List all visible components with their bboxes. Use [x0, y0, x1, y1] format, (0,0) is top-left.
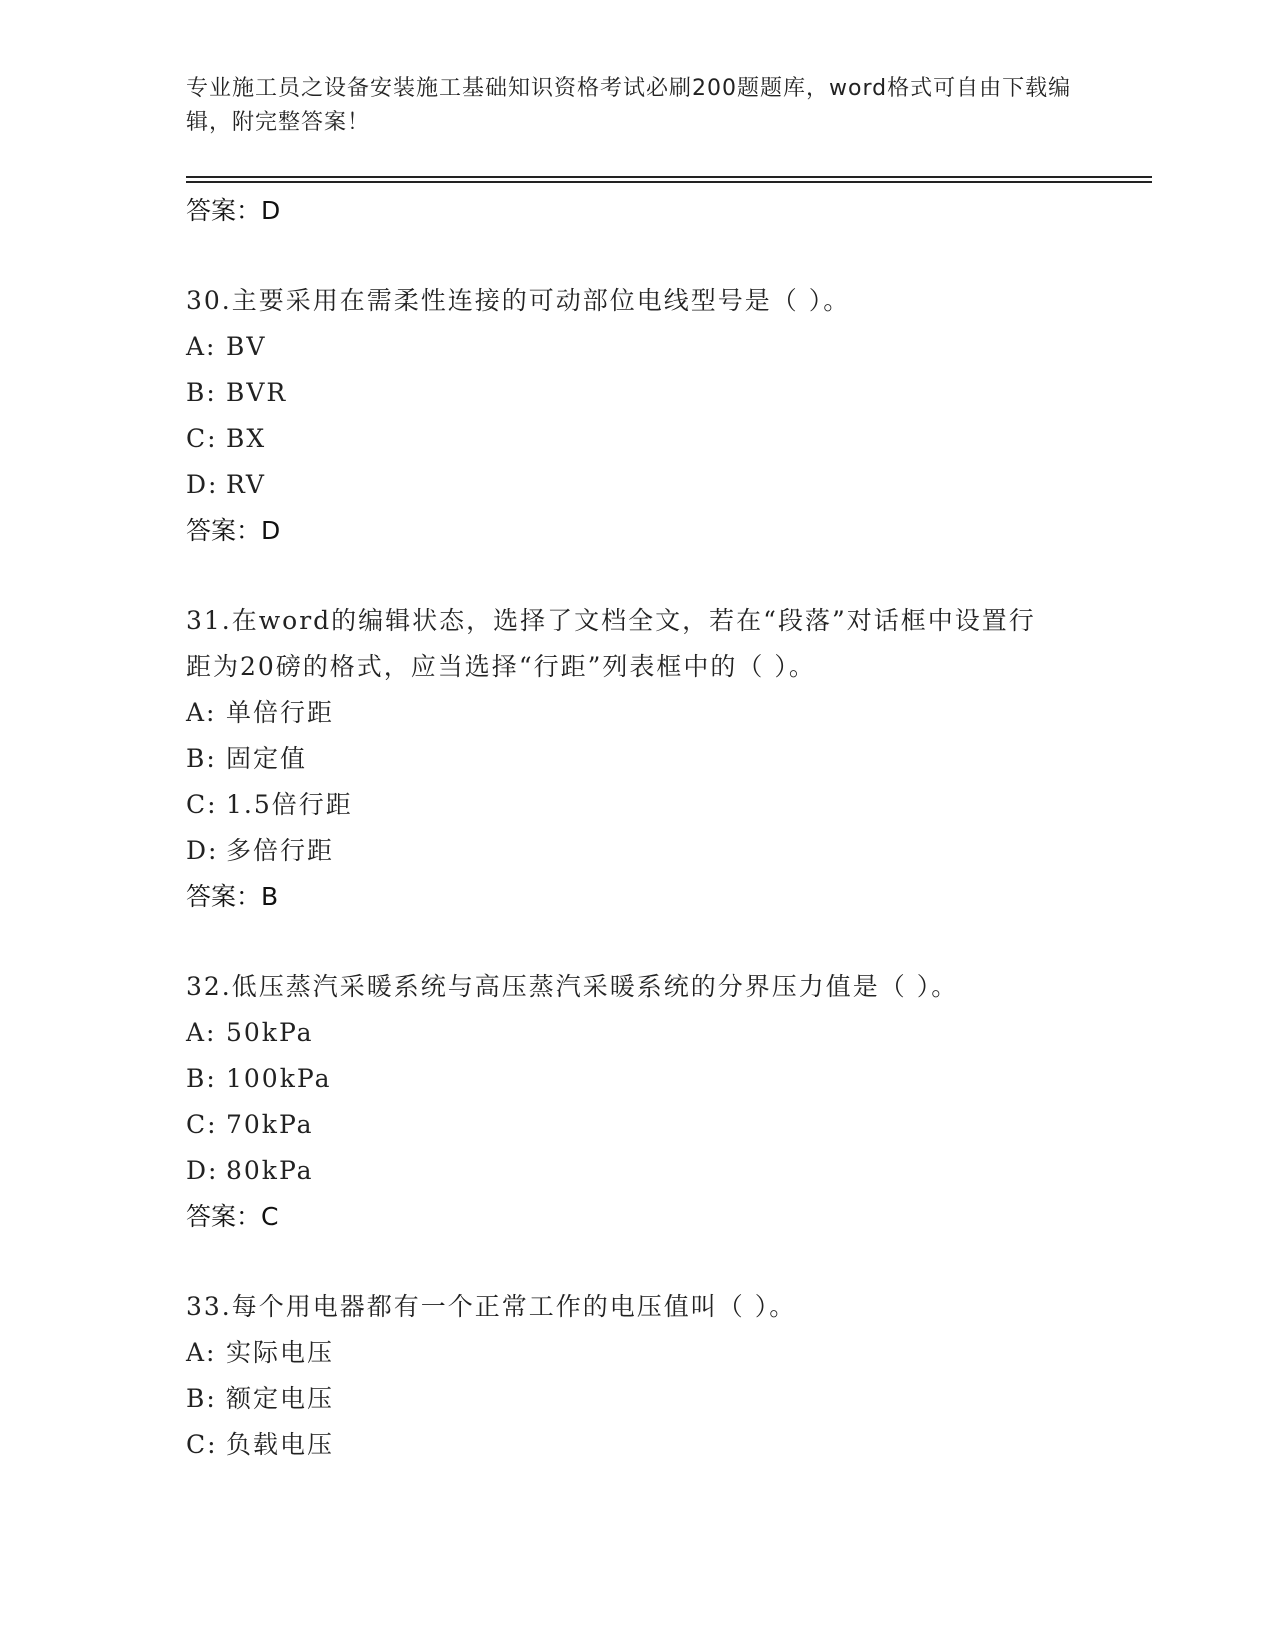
question-text: 32.低压蒸汽采暖系统与高压蒸汽采暖系统的分界压力值是（ ）。	[186, 972, 959, 1001]
option-text: 固定值	[226, 744, 308, 773]
question-list	[186, 188, 1152, 1468]
option-text: BV	[226, 332, 267, 361]
answer-label: 答案：D	[186, 196, 281, 225]
option-a	[186, 1330, 1152, 1376]
option-a	[186, 1010, 1152, 1056]
option-c	[186, 416, 1152, 462]
option-text: BX	[226, 424, 267, 453]
option-d	[186, 828, 1152, 874]
option-letter: A:	[186, 698, 217, 727]
option-text: 80kPa	[226, 1156, 314, 1185]
answer-label: 答案：C	[186, 1202, 279, 1231]
option-letter: A:	[186, 1338, 217, 1367]
question-block	[186, 278, 1152, 554]
option-c	[186, 1422, 1152, 1468]
option-text: 多倍行距	[226, 836, 335, 865]
option-b	[186, 370, 1152, 416]
option-letter: B:	[186, 1384, 217, 1413]
question-text: 30.主要采用在需柔性连接的可动部位电线型号是（ ）。	[186, 286, 851, 315]
option-letter: C:	[186, 424, 218, 453]
option-text: 100kPa	[226, 1064, 332, 1093]
option-text: 1.5倍行距	[226, 790, 353, 819]
option-text: BVR	[226, 378, 288, 407]
answer-label: 答案：D	[186, 516, 281, 545]
option-letter: C:	[186, 790, 218, 819]
option-c	[186, 1102, 1152, 1148]
option-c	[186, 782, 1152, 828]
option-b	[186, 1056, 1152, 1102]
option-text: 70kPa	[226, 1110, 314, 1139]
option-letter: B:	[186, 744, 217, 773]
option-d	[186, 1148, 1152, 1194]
option-a	[186, 690, 1152, 736]
option-text: RV	[226, 470, 266, 499]
option-letter: C:	[186, 1430, 218, 1459]
option-b	[186, 736, 1152, 782]
option-letter: B:	[186, 1064, 217, 1093]
option-letter: D:	[186, 1156, 219, 1185]
option-text: 额定电压	[226, 1384, 335, 1413]
question-block	[186, 964, 1152, 1240]
option-letter: B:	[186, 378, 217, 407]
question-text: 33.每个用电器都有一个正常工作的电压值叫（ ）。	[186, 1292, 797, 1321]
option-letter: D:	[186, 470, 219, 499]
header-rule-bottom	[186, 181, 1152, 183]
question-text: 31.在word的编辑状态，选择了文档全文，若在“段落”对话框中设置行距为20磅的格式，应当选择“行距”列表框中的（ ）。	[186, 606, 1036, 681]
question-block	[186, 1284, 1152, 1468]
option-d	[186, 462, 1152, 508]
option-a	[186, 324, 1152, 370]
answer-label: 答案：B	[186, 882, 279, 911]
question-block	[186, 598, 1152, 920]
option-letter: A:	[186, 1018, 217, 1047]
option-text: 负载电压	[226, 1430, 335, 1459]
document-header: 专业施工员之设备安装施工基础知识资格考试必刷200题题库，word格式可自由下载编辑，附完整答案！	[186, 76, 1072, 135]
option-text: 50kPa	[226, 1018, 314, 1047]
option-text: 实际电压	[226, 1338, 335, 1367]
option-b	[186, 1376, 1152, 1422]
header-rule-top	[186, 176, 1152, 178]
option-text: 单倍行距	[226, 698, 335, 727]
option-letter: C:	[186, 1110, 218, 1139]
option-letter: A:	[186, 332, 217, 361]
option-letter: D:	[186, 836, 219, 865]
